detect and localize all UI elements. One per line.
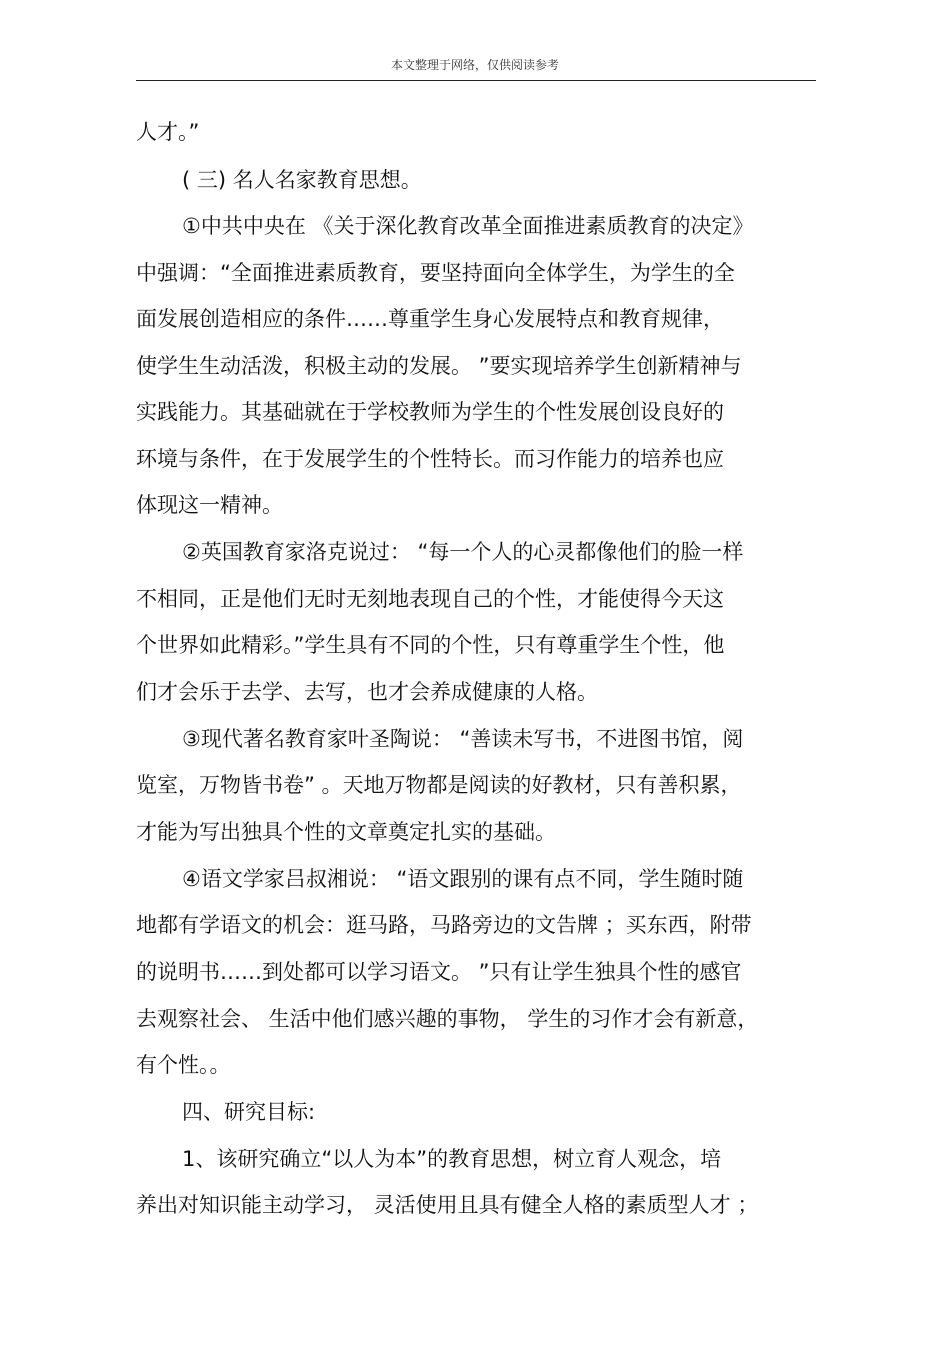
section-heading: 四、研究目标:: [182, 1100, 316, 1124]
text-line: ③现代著名教育家叶圣陶说： “善读未写书，不进图书馆，阅: [182, 727, 744, 751]
text-line: 养出对知识能主动学习， 灵活使用且具有健全人格的素质型人才 ；: [136, 1193, 759, 1217]
text-line: 地都有学语文的机会：逛马路，马路旁边的文告牌 ；买东西，附带: [136, 913, 752, 937]
text-line: 览室，万物皆书卷” 。天地万物都是阅读的好教材，只有善积累，: [136, 773, 742, 797]
text-line: 环境与条件，在于发展学生的个性特长。而习作能力的培养也应: [136, 447, 724, 471]
section-heading: ( 三) 名人名家教育思想。: [182, 168, 422, 192]
header-divider: [136, 80, 816, 81]
text-line: 才能为写出独具个性的文章奠定扎实的基础。: [136, 820, 556, 844]
text-line: 有个性。。: [136, 1053, 231, 1077]
page-header-note: 本文整理于网络，仅供阅读参考: [390, 58, 559, 72]
text-line: 个世界如此精彩。”学生具有不同的个性，只有尊重学生个性，他: [136, 633, 725, 657]
text-line: 体现这一精神。: [136, 493, 283, 517]
text-line: 使学生生动活泼，积极主动的发展。 ”要实现培养学生创新精神与: [136, 354, 742, 378]
text-line: ②英国教育家洛克说过： “每一个人的心灵都像他们的脸一样: [182, 540, 744, 564]
text-line: 们才会乐于去学、去写，也才会养成健康的人格。: [136, 680, 598, 704]
text-line: ①中共中央在 《关于深化教育改革全面推进素质教育的决定》: [182, 214, 754, 238]
text-line: 不相同，正是他们无时无刻地表现自己的个性，才能使得今天这: [136, 587, 724, 611]
text-line: 去观察社会、 生活中他们感兴趣的事物， 学生的习作才会有新意，: [136, 1007, 759, 1031]
text-line: 实践能力。其基础就在于学校教师为学生的个性发展创设良好的: [136, 400, 724, 424]
text-line: 面发展创造相应的条件……尊重学生身心发展特点和教育规律，: [136, 307, 724, 331]
text-line: 1、该研究确立“以人为本”的教育思想，树立育人观念，培: [182, 1147, 722, 1171]
text-line: ④语文学家吕叔湘说： “语文跟别的课有点不同，学生随时随: [182, 867, 744, 891]
text-line: 的说明书……到处都可以学习语文。 ”只有让学生独具个性的感官: [136, 960, 742, 984]
text-line: 中强调：“全面推进素质教育，要坚持面向全体学生，为学生的全: [136, 261, 735, 285]
text-line: 人才。”: [136, 120, 200, 144]
